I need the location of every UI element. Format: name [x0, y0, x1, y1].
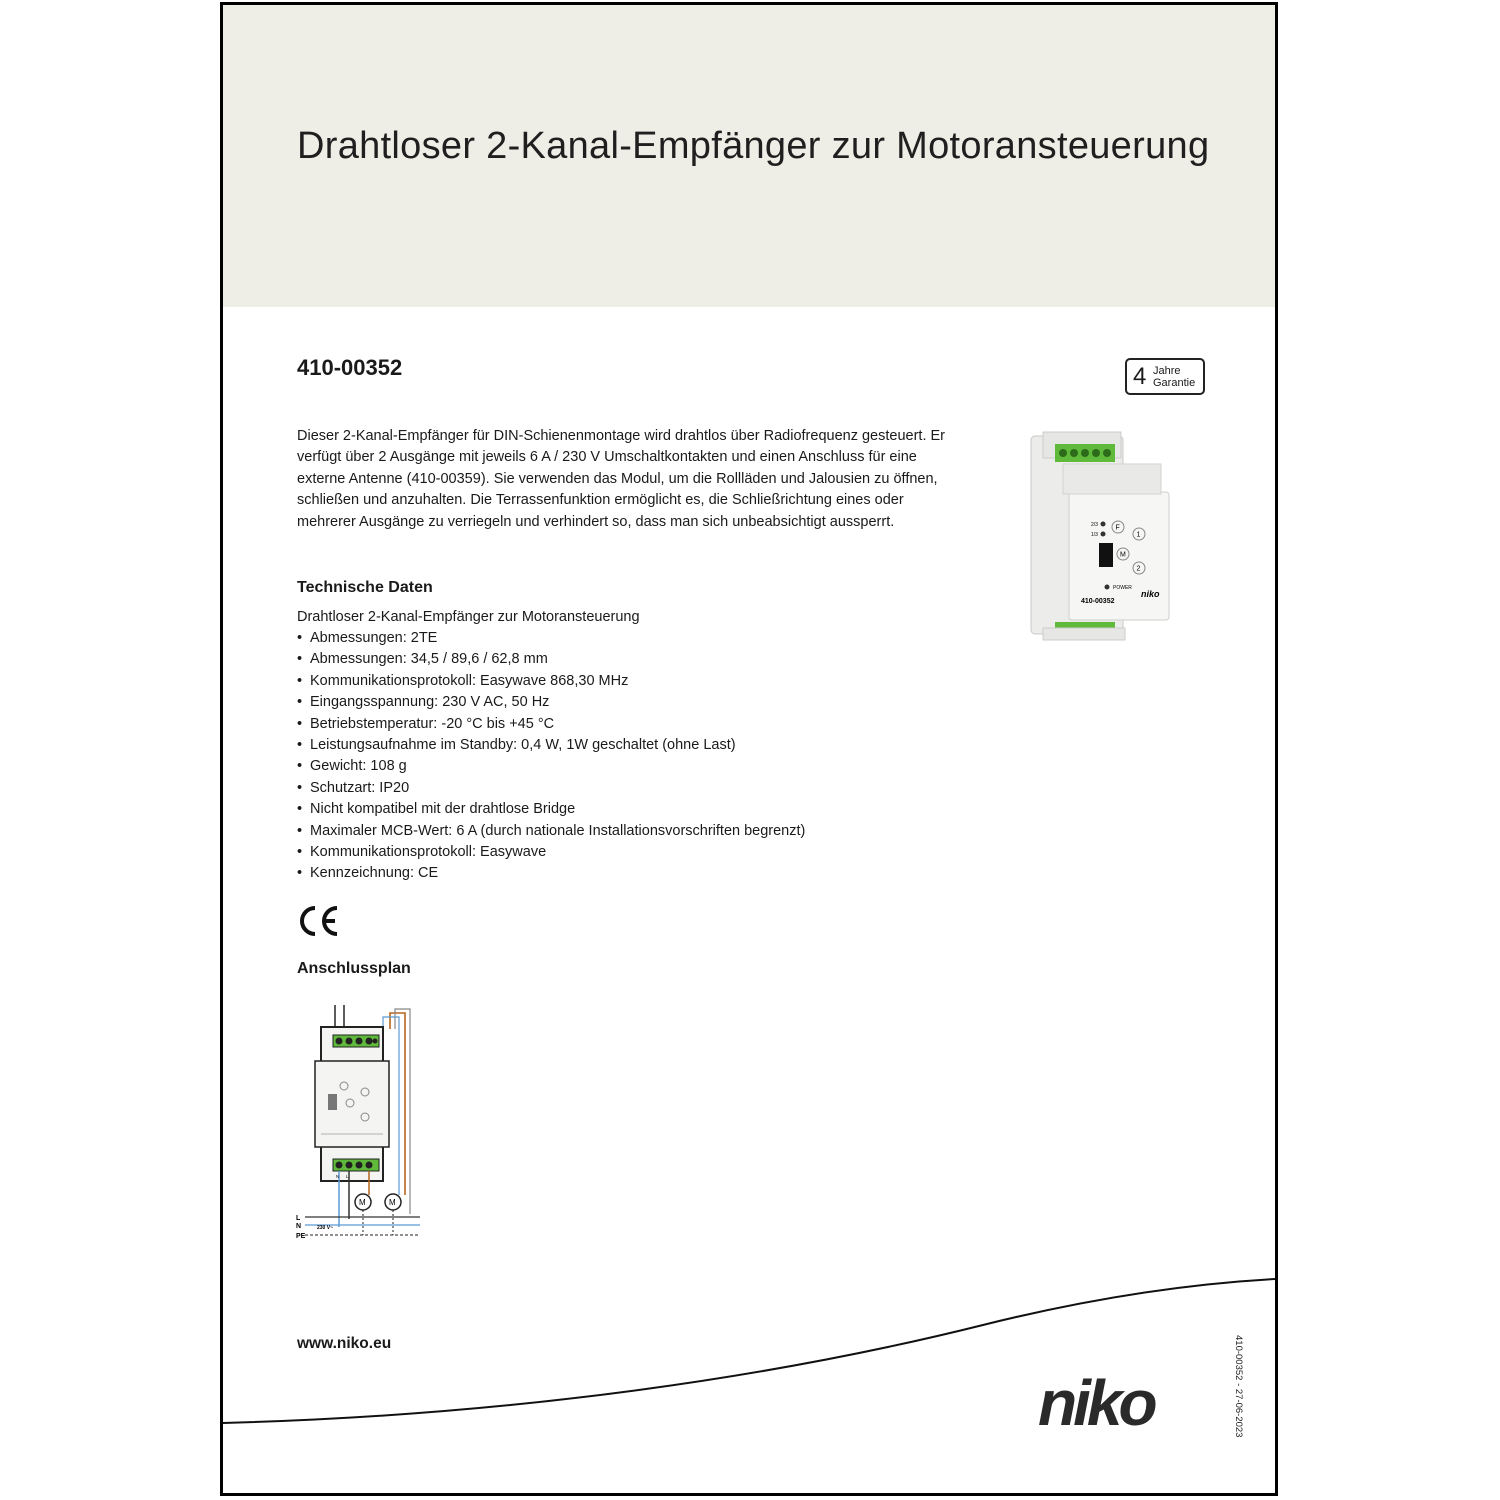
label-l: L: [296, 1215, 301, 1222]
spec-item: • Kommunikationsprotokoll: Easywave 868,30 MHz: [297, 671, 805, 692]
website-link[interactable]: www.niko.eu: [297, 1335, 392, 1352]
terminal-l-label: L: [346, 1174, 349, 1179]
button-m-label: M: [1120, 551, 1126, 559]
warranty-text: [1153, 365, 1195, 389]
button-f-label: F: [1115, 524, 1120, 532]
spec-item: • Betriebstemperatur: -20 °C bis +45 °C: [297, 714, 805, 735]
motor-1-label: M: [359, 1198, 366, 1207]
product-model-label: 410-00352: [1081, 598, 1115, 605]
article-number: 410-00352: [297, 355, 403, 380]
logo-text: niko: [1038, 1373, 1154, 1433]
spec-list: [297, 628, 805, 885]
warranty-line1: Jahre: [1153, 365, 1181, 377]
warranty-years: 4: [1133, 363, 1147, 390]
power-label: POWER: [1113, 585, 1132, 591]
label-voltage: 230 V~: [317, 1225, 333, 1231]
spec-item: • Eingangsspannung: 230 V AC, 50 Hz: [297, 692, 805, 713]
product-brand-label: niko: [1141, 589, 1160, 599]
document-code: 410-00352 - 27-06-2023: [1233, 1335, 1244, 1438]
niko-logo: [1038, 1373, 1208, 1433]
spec-item: • Kennzeichnung: CE: [297, 863, 805, 884]
product-image: [1023, 430, 1173, 650]
ce-mark-icon: [297, 905, 341, 937]
datasheet-page: [220, 2, 1278, 1496]
label-n: N: [296, 1223, 302, 1230]
warranty-line2: Garantie: [1153, 377, 1196, 389]
spec-intro: Drahtloser 2-Kanal-Empfänger zur Motoransteuerung: [297, 609, 640, 625]
spec-item: • Abmessungen: 2TE: [297, 628, 805, 649]
label-pe: PE: [296, 1233, 306, 1240]
button-1-label: 1: [1136, 531, 1141, 539]
warranty-badge: [1125, 358, 1205, 395]
led-label-1: 2/3: [1091, 522, 1098, 528]
spec-item: • Leistungsaufnahme im Standby: 0,4 W, 1W geschaltet (ohne Last): [297, 735, 805, 756]
spec-item: • Kommunikationsprotokoll: Easywave: [297, 842, 805, 863]
led-label-2: 1/3: [1091, 532, 1098, 538]
tech-heading: Technische Daten: [297, 579, 433, 596]
spec-item: • Gewicht: 108 g: [297, 756, 805, 777]
product-description: Dieser 2-Kanal-Empfänger für DIN-Schienenmontage wird drahtlos über Radiofrequenz gesteuert. Er verfügt über 2 Ausgänge mit jeweils 6 A / 230 V Umschaltkontakten und einen Anschluss für eine externe Antenne (410-00359). Sie verwenden das Modul, um die Rollläden und Jalousien zu öffnen, schließen und anzuhalten. Die Terrassenfunktion ermöglicht es, die Schließrichtung eines oder mehrerer Ausgänge zu verriegeln und verhindert so, dass man sich unbeabsichtigt aussperrt.: [297, 428, 945, 530]
spec-item: • Nicht kompatibel mit der drahtlose Bridge: [297, 799, 805, 820]
page-title: Drahtloser 2-Kanal-Empfänger zur Motoransteuerung: [297, 125, 1210, 167]
wiring-heading: Anschlussplan: [297, 960, 411, 977]
terminal-n-label: N: [336, 1174, 340, 1179]
spec-item: • Schutzart: IP20: [297, 778, 805, 799]
spec-item: • Maximaler MCB-Wert: 6 A (durch nationale Installationsvorschriften begrenzt): [297, 821, 805, 842]
motor-2-label: M: [389, 1198, 396, 1207]
button-2-label: 2: [1136, 565, 1141, 573]
spec-item: • Abmessungen: 34,5 / 89,6 / 62,8 mm: [297, 649, 805, 670]
wiring-diagram: [295, 999, 425, 1244]
